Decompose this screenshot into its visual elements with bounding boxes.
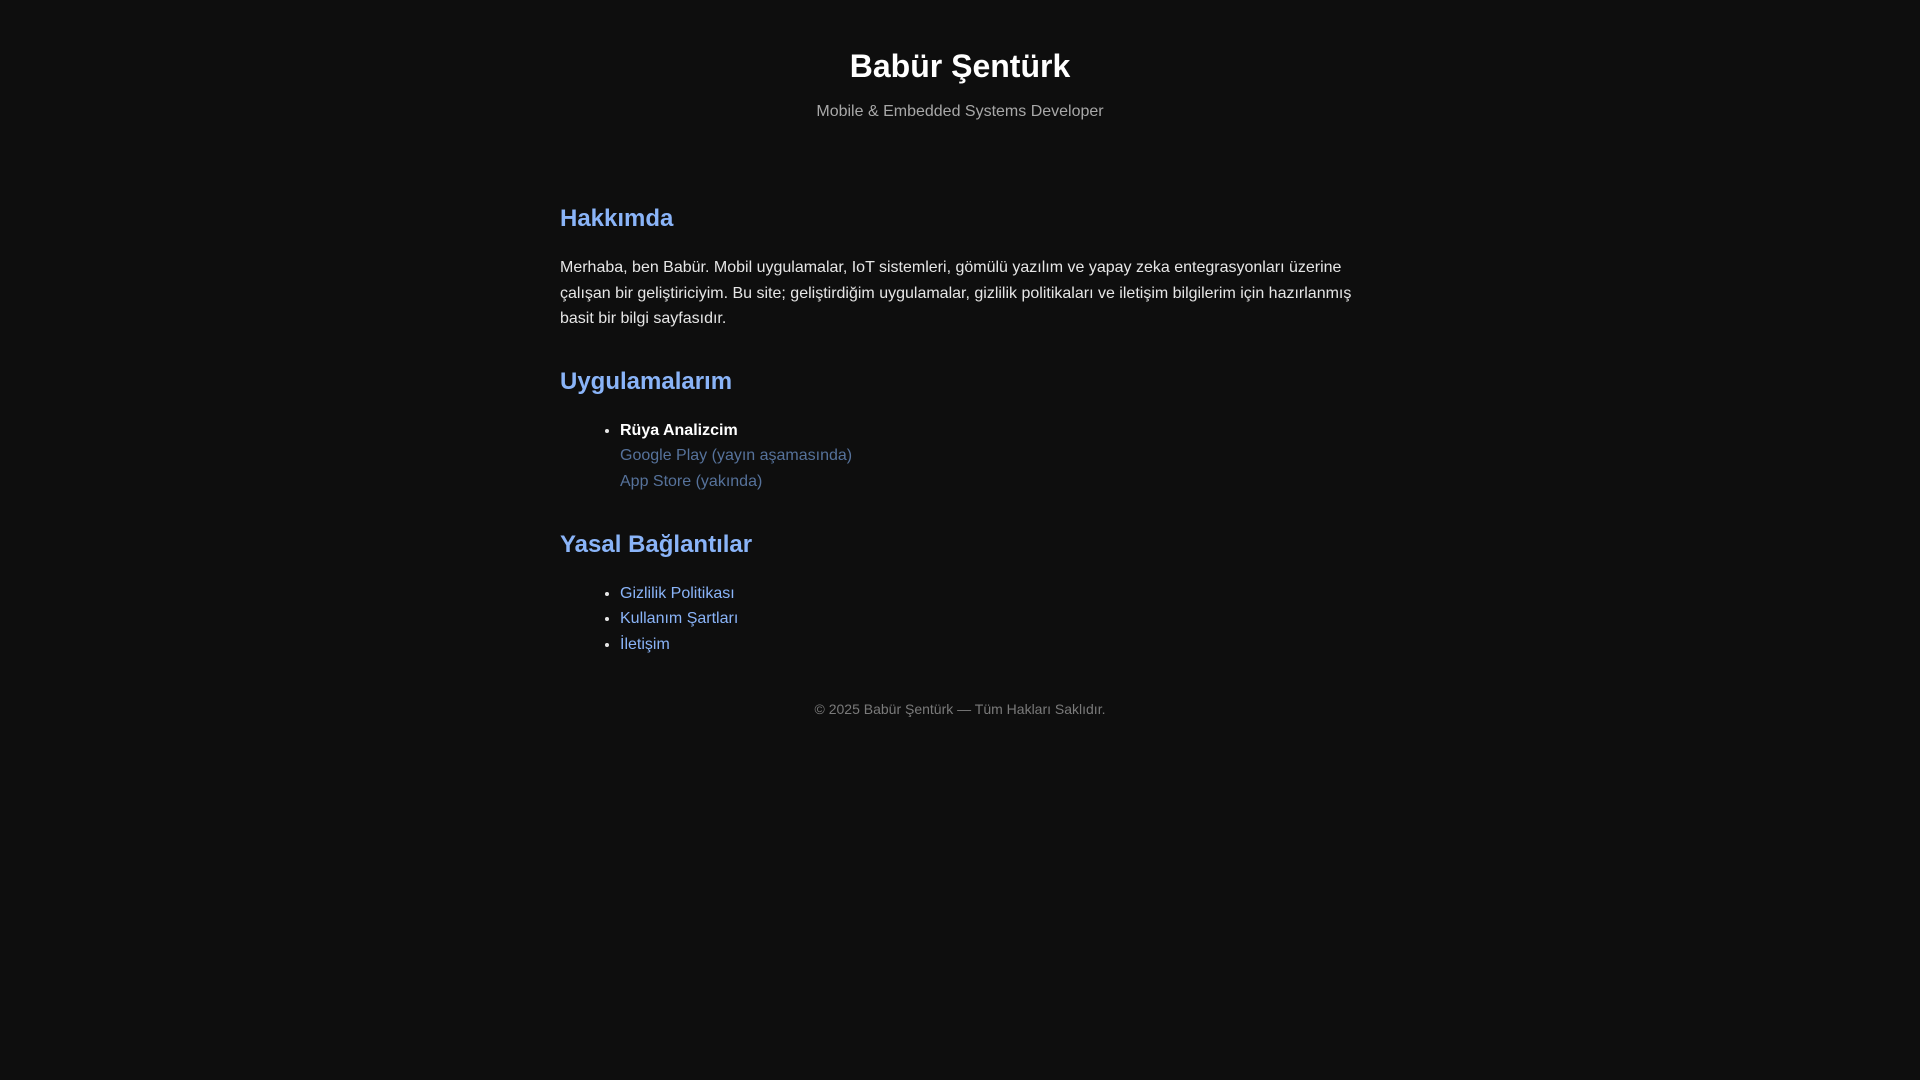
app-name: Rüya Analizcim: [620, 421, 738, 439]
app-store-link[interactable]: App Store (yakında): [620, 472, 763, 490]
page-header: [0, 0, 1920, 122]
page-subtitle: Mobile & Embedded Systems Developer: [816, 103, 1104, 120]
about-heading: Hakkımda: [560, 205, 674, 232]
copyright-text: © 2025 Babür Şentürk — Tüm Hakları Saklıdır.: [814, 701, 1106, 718]
list-item: [620, 606, 1360, 632]
terms-of-use-link[interactable]: Kullanım Şartları: [620, 610, 739, 628]
page-title: Babür Şentürk: [849, 48, 1071, 84]
privacy-policy-link[interactable]: Gizlilik Politikası: [620, 584, 735, 602]
list-item: [620, 632, 1360, 658]
legal-section: [560, 530, 1360, 658]
list-item: [620, 418, 1360, 495]
page-footer: [0, 701, 1920, 717]
apps-list: [560, 418, 1360, 495]
apps-heading: Uygulamalarım: [560, 367, 733, 395]
main-content: [560, 122, 1360, 657]
list-item: [620, 581, 1360, 607]
contact-link[interactable]: İletişim: [620, 635, 670, 653]
legal-list: [560, 581, 1360, 658]
about-text: Merhaba, ben Babür. Mobil uygulamalar, IoT sistemleri, gömülü yazılım ve yapay zeka entegrasyonları üzerine çalışan bir geliştiriciyim. Bu site; geliştirdiğim uygulamalar, gizlilik politikaları ve iletişim bilgilerim için hazırlanmış basit bir bilgi sayfasıdır.: [560, 259, 1352, 328]
about-section: [560, 204, 1360, 332]
legal-heading: Yasal Bağlantılar: [560, 530, 753, 558]
apps-section: [560, 367, 1360, 495]
google-play-link[interactable]: Google Play (yayın aşamasında): [620, 447, 853, 465]
